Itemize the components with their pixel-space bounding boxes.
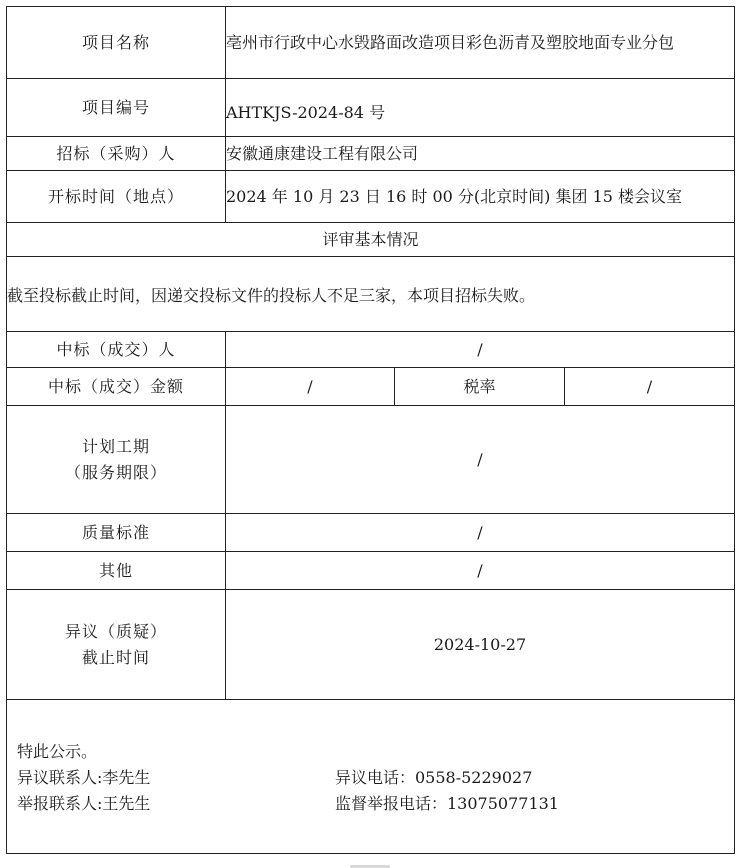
tax-rate-value: / xyxy=(565,368,735,406)
objection-label-line2: 截止时间 xyxy=(81,647,150,667)
tenderer-label: 招标（采购）人 xyxy=(7,137,226,171)
quality-value: / xyxy=(226,514,735,552)
review-text: 截至投标截止时间，因递交投标文件的投标人不足三家，本项目招标失败。 xyxy=(7,257,735,332)
row-quality xyxy=(7,514,735,552)
tenderer-value: 安徽通康建设工程有限公司 xyxy=(226,137,735,171)
project-name-value: 亳州市行政中心水毁路面改造项目彩色沥青及塑胶地面专业分包 xyxy=(226,7,735,79)
objection-label-line1: 异议（质疑） xyxy=(64,621,167,641)
quality-label: 质量标准 xyxy=(7,514,226,552)
project-number-value: AHTKJS-2024-84 号 xyxy=(226,79,735,137)
report-contact: 举报联系人:王先生 xyxy=(17,793,151,813)
schedule-label xyxy=(7,406,226,514)
objection-contact-line xyxy=(17,765,734,791)
amount-value: / xyxy=(226,368,395,406)
row-footer xyxy=(7,700,735,854)
objection-deadline-value: 2024-10-27 xyxy=(226,590,735,700)
amount-label: 中标（成交）金额 xyxy=(7,368,226,406)
row-winner xyxy=(7,332,735,368)
objection-deadline-label xyxy=(7,590,226,700)
row-amount xyxy=(7,368,735,406)
row-project-name xyxy=(7,7,735,79)
winner-label: 中标（成交）人 xyxy=(7,332,226,368)
announcement-text: 特此公示。 xyxy=(17,741,98,761)
opening-time-value: 2024 年 10 月 23 日 16 时 00 分(北京时间) 集团 15 楼会议室 xyxy=(226,171,735,223)
schedule-label-line2: （服务期限） xyxy=(64,462,167,482)
tax-rate-label: 税率 xyxy=(395,368,565,406)
row-opening-time xyxy=(7,171,735,223)
footer-cell xyxy=(7,700,735,854)
award-notice-table xyxy=(6,6,735,854)
winner-value: / xyxy=(226,332,735,368)
objection-phone: 异议电话：0558-5229027 xyxy=(335,767,533,787)
opening-time-label: 开标时间（地点） xyxy=(7,171,226,223)
row-project-number xyxy=(7,79,735,137)
project-number-label: 项目编号 xyxy=(7,79,226,137)
review-heading: 评审基本情况 xyxy=(7,223,735,257)
other-value: / xyxy=(226,552,735,590)
project-name-label: 项目名称 xyxy=(7,7,226,79)
report-phone: 监督举报电话：13075077131 xyxy=(335,793,559,813)
report-contact-line xyxy=(17,791,734,817)
row-review-heading xyxy=(7,223,735,257)
schedule-label-line1: 计划工期 xyxy=(81,436,150,456)
other-label: 其他 xyxy=(7,552,226,590)
row-other xyxy=(7,552,735,590)
objection-contact: 异议联系人:李先生 xyxy=(17,767,151,787)
schedule-value: / xyxy=(226,406,735,514)
row-tenderer xyxy=(7,137,735,171)
row-review-text xyxy=(7,257,735,332)
row-objection-deadline xyxy=(7,590,735,700)
row-schedule xyxy=(7,406,735,514)
